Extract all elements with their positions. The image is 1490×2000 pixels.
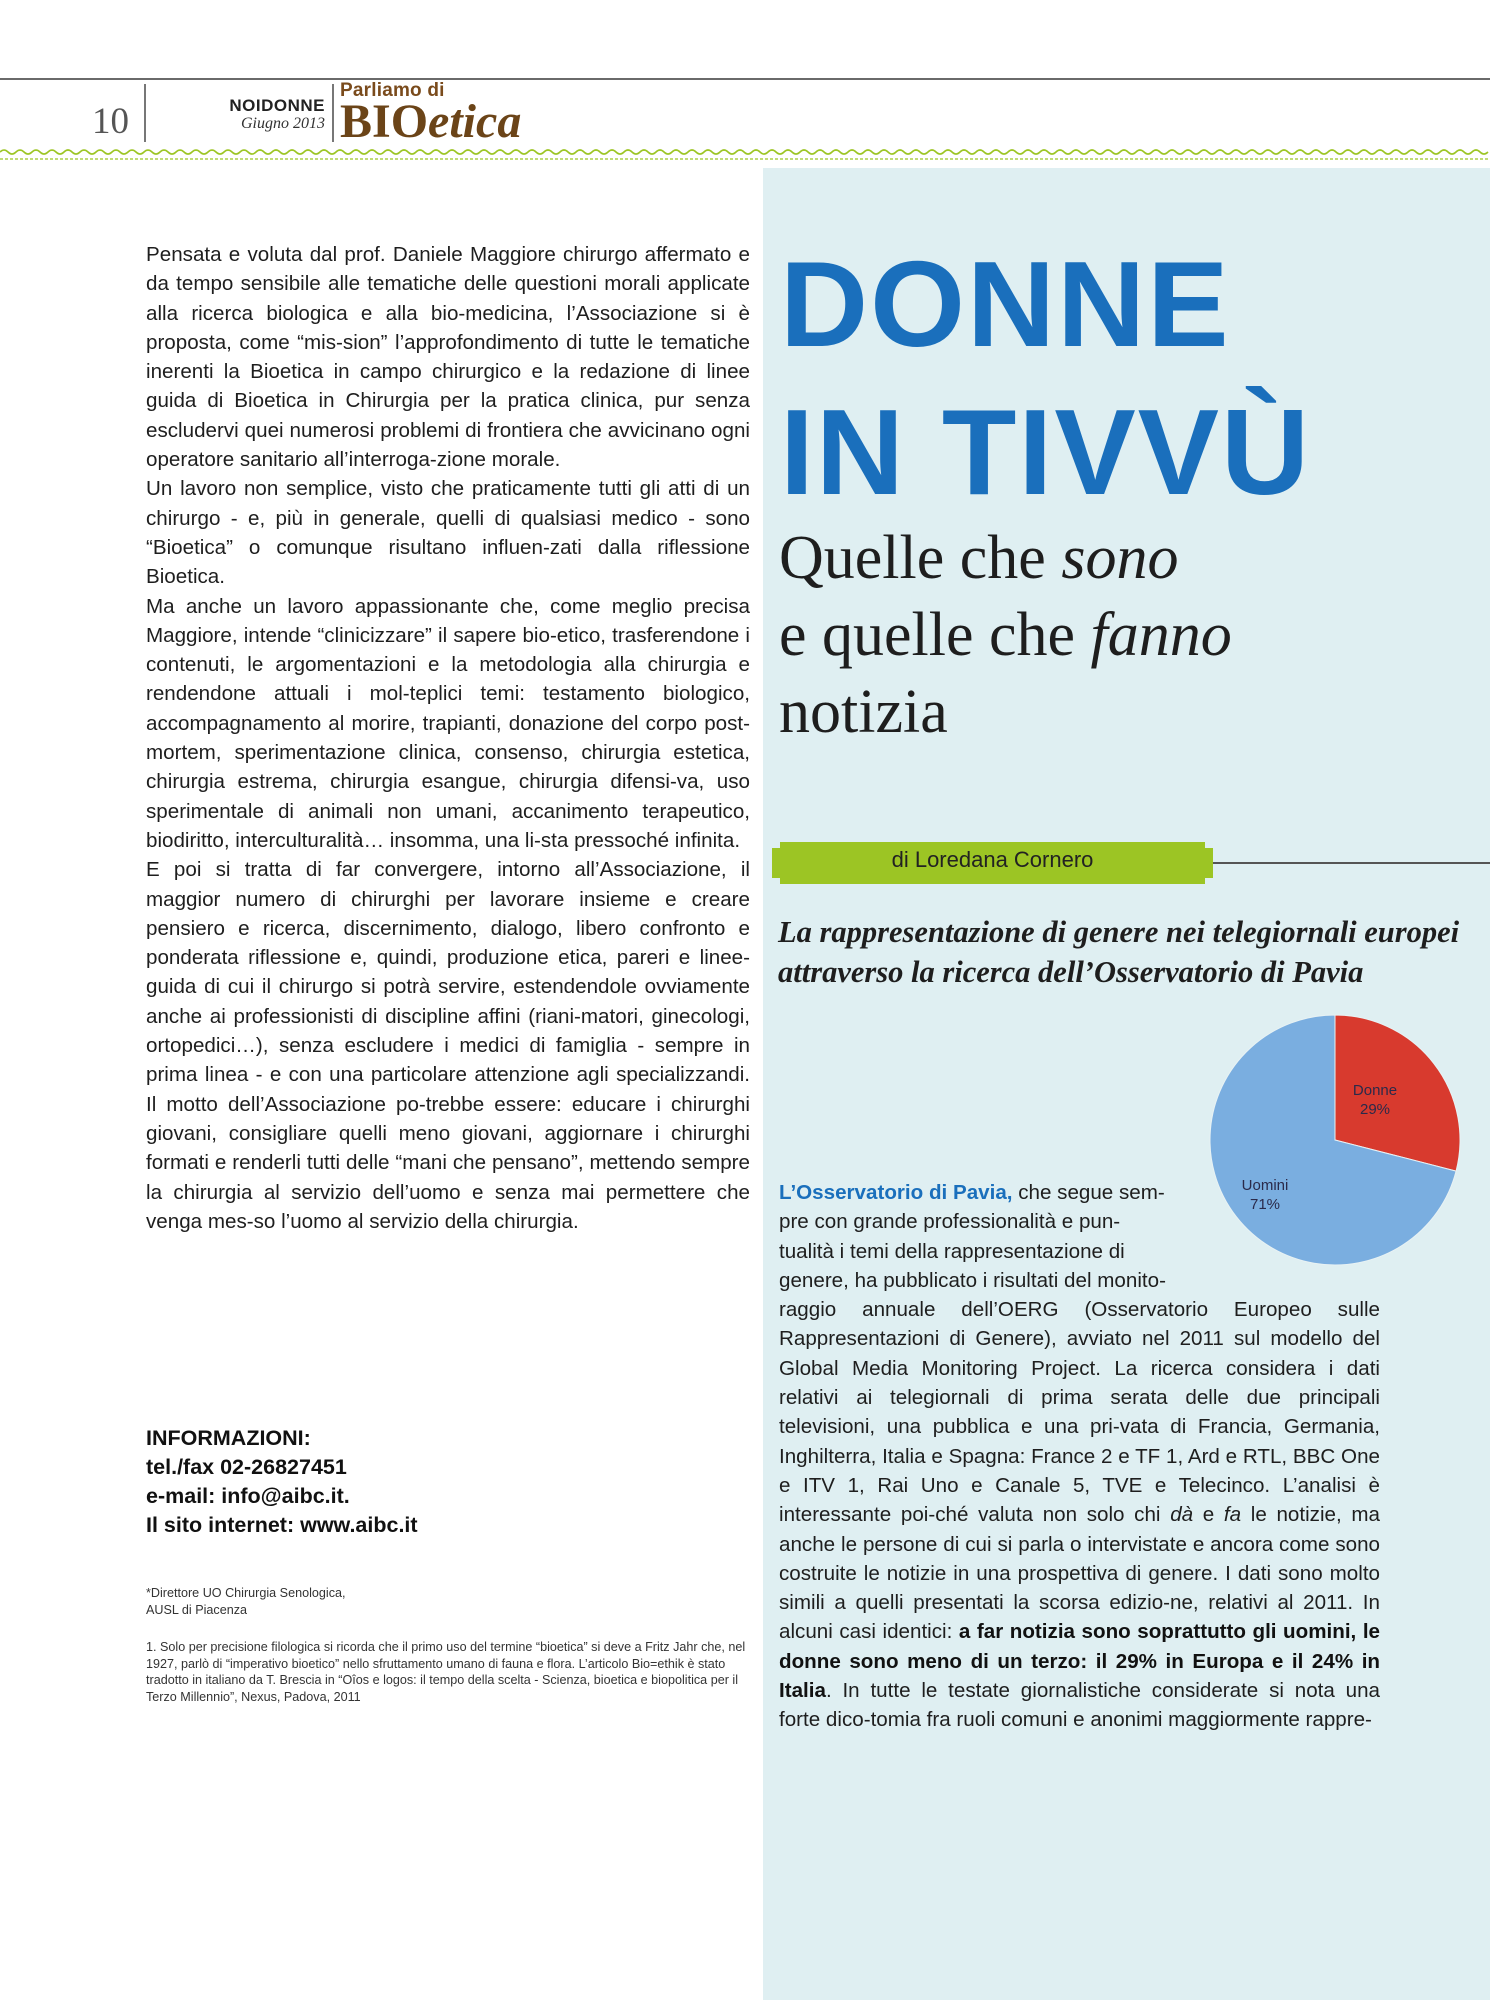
body-text-1: raggio annuale dell’OERG (Osservatorio Europeo sulle Rappresentazioni di Genere), avviato nel 2011 sul modello del Global Media Monitoring Project. La ricerca considera i dati relativi ai telegiornali di prima serata delle due principali televisioni, una pubblica e una pri-vata di Francia, Germania, Inghilterra, Italia e Spagna: France 2 e TF 1, Ard e RTL, BBC One e ITV 1, Rai Uno e Canale 5, TVE e Telecinco. L’analisi è interessante poi-ché valuta non solo chi	[779, 1298, 1380, 1527]
section-logo	[340, 80, 522, 148]
body-text-3: . In tutte le testate giornalistiche considerate si nota una forte dico-tomia fra ruoli comuni e anonimi maggiormente rappre-	[779, 1679, 1380, 1732]
body-line-4: genere, ha pubblicato i risultati del monito-	[779, 1268, 1166, 1292]
left-paragraph-2: Un lavoro non semplice, visto che praticamente tutti gli atti di un chirurgo - e, più in generale, quelli di qualsiasi medico - sono “Bioetica” o comunque risultano influen-zati dalla riflessione Bioetica.	[146, 477, 750, 589]
subtitle-part-b: sono	[1061, 524, 1179, 592]
author-footnote-line-2: AUSL di Piacenza	[146, 1602, 248, 1617]
body-text-2: le notizie, ma anche le persone di cui si parla o intervistate e ancora come sono costruite le notizie in una prospettiva di genere. I dati sono molto simili a quelli presentati la scorsa edizio-ne, relativi al 2011. In alcuni casi identici:	[779, 1503, 1380, 1644]
page-number: 10	[92, 101, 129, 142]
body-word-fa: fa	[1223, 1503, 1242, 1527]
info-heading: INFORMAZIONI:	[146, 1426, 311, 1450]
info-email: e-mail: info@aibc.it.	[146, 1484, 350, 1508]
byline-rule	[1213, 862, 1490, 864]
header-wave-border	[0, 148, 1490, 162]
left-paragraph-1: Pensata e voluta dal prof. Daniele Maggiore chirurgo affermato e da tempo sensibile alle tematiche delle questioni morali applicate alla ricerca biologica e alla bio-medicina, l’Associazione si è proposta, come “mis-sion” l’approfondimento di tutte le tematiche inerenti la Bioetica in campo chirurgico e la redazione di linee guida di Bioetica in Chirurgia per la pratica clinica, pur senza escludervi quei numerosi problemi di frontiera che avvicinano ogni operatore sanitario all’interroga-zione morale.	[146, 243, 750, 472]
article-title-line-1: DONNE	[780, 236, 1231, 372]
pie-value-uomini: 71%	[1249, 1196, 1281, 1213]
article-subtitle	[779, 520, 1479, 751]
section-logo-bio: BIO	[340, 95, 429, 148]
article-lead: La rappresentazione di genere nei telegiornali europei attraverso la ricerca dell’Osservatorio di Pavia	[778, 915, 1460, 989]
body-line-3: tualità i temi della rappresentazione di	[779, 1239, 1125, 1263]
subtitle-line-2	[779, 597, 1479, 674]
pie-label-uomini: Uomini	[1241, 1177, 1289, 1194]
body-text-mid: e	[1193, 1503, 1224, 1527]
body-line-1	[779, 1178, 1209, 1207]
subtitle-part-d: fanno	[1090, 601, 1232, 669]
magazine-name: NOIDONNE	[229, 96, 325, 115]
subtitle-part-c: e quelle che	[779, 601, 1091, 669]
info-box	[146, 1424, 746, 1540]
section-logo-etica: etica	[428, 95, 522, 148]
footnote-1: 1. Solo per precisione filologica si ricorda che il primo uso del termine “bioetica” si deve a Fritz Jahr che, nel 1927, parlò di “imperativo bioetico” nello sfruttamento umano di fauna e flora. L’articolo Bio=ethik è stato tradotto in italiano da T. Brescia in “Oîos e logos: il tempo della scelta - Scienza, bioetica e biopolitica per il Terzo Millennio”, Nexus, Padova, 2011	[146, 1640, 746, 1704]
header-divider	[144, 84, 146, 142]
subtitle-line-3: notizia	[779, 678, 948, 746]
article-title	[780, 230, 1440, 526]
pie-label-donne: Donne	[1352, 1082, 1398, 1099]
right-column-body	[779, 1178, 1380, 1735]
pie-value-donne: 29%	[1359, 1101, 1391, 1118]
author-footnote-line-1: *Direttore UO Chirurgia Senologica,	[146, 1586, 346, 1600]
article-title-line-2: IN TIVVÙ	[780, 384, 1312, 520]
right-body-paragraph	[779, 1178, 1380, 1735]
header-top-rule	[0, 78, 1490, 80]
info-website: Il sito internet: www.aibc.it	[146, 1513, 418, 1537]
header-divider-2	[332, 84, 334, 142]
author-footnote	[146, 1585, 746, 1618]
byline: di Loredana Cornero	[891, 847, 1094, 872]
left-paragraph-3: Ma anche un lavoro appassionante che, come meglio precisa Maggiore, intende “clinicizzare” il sapere bio-etico, trasferendone i contenuti, le argomentazioni e la metodologia alla chirurgia e rendendone attuali i mol-teplici temi: testamento biologico, accompagnamento al morire, trapianti, donazione del corpo post-mortem, sperimentazione clinica, consenso, chirurgia estetica, chirurgia estrema, chirurgia esangue, chirurgia difensi-va, uso sperimentale di animali non umani, accanimento terapeutico, biodiritto, interculturalità… insomma, una li-sta pressoché infinita.	[146, 594, 750, 852]
section-logo-big	[340, 95, 522, 148]
issue-date: Giugno 2013	[241, 115, 325, 132]
section-logo-small: Parliamo di	[340, 80, 445, 101]
left-column-text	[146, 240, 750, 1236]
body-line-2: pre con grande professionalità e pun-	[779, 1210, 1121, 1234]
left-paragraph-4: E poi si tratta di far convergere, intorno all’Associazione, il maggior numero di chirurghi per lavorare insieme e creare pensiero e ricerca, discernimento, dialogo, libero confronto e ponderata riflessione e, quindi, produzione etica, pareri e linee-guida di cui il chirurgo si potrà servire, estendendole ovviamente anche ai professionisti di discipline affini (riani-matori, ginecologi, ortopedici…), senza escludere i medici di famiglia - sempre in prima linea - e con una particolare attenzione agli specializzandi. Il motto dell’Associazione po-trebbe essere: educare i chirurghi giovani, consigliare quelli meno giovani, aggiornare i chirurghi formati e renderli tutti delle “mani che pensano”, mettendo sempre la chirurgia al servizio dell’uomo e senza mai permettere che venga mes-so l’uomo al servizio della chirurgia.	[146, 858, 750, 1233]
info-phone: tel./fax 02-26827451	[146, 1455, 347, 1479]
magazine-masthead	[215, 96, 325, 133]
body-line-1-text: che segue sem-	[1012, 1181, 1165, 1204]
subtitle-line-1	[779, 520, 1479, 597]
body-bold-highlight: a far notizia sono soprattutto gli uomini, le donne sono meno di un terzo: il 29% in Europa e il 24% in Italia	[779, 1620, 1380, 1703]
body-word-da: dà	[1170, 1503, 1194, 1527]
subtitle-part-a: Quelle che	[779, 524, 1062, 592]
body-lead-in: L’Osservatorio di Pavia,	[779, 1181, 1013, 1204]
